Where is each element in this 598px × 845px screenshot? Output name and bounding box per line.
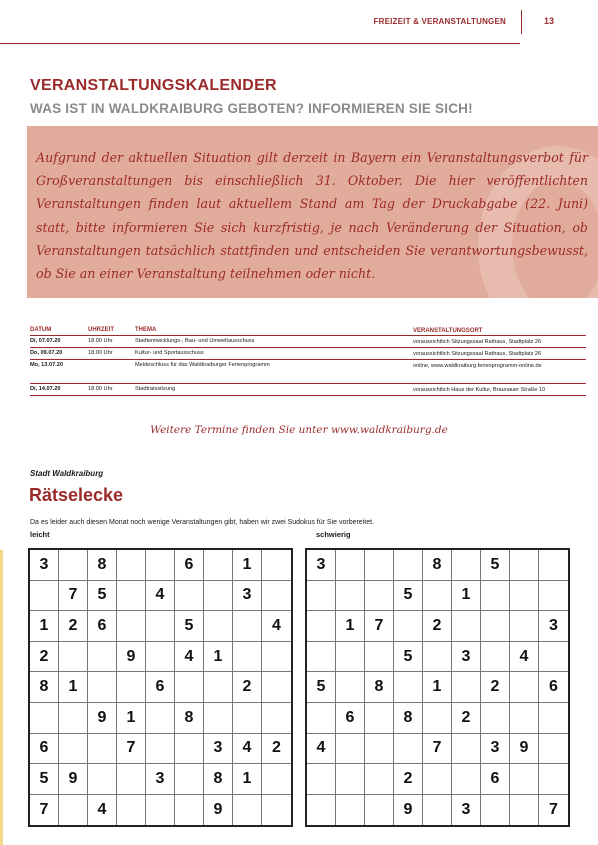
sudoku-cell[interactable]: [539, 764, 568, 795]
sudoku-cell[interactable]: [452, 764, 481, 795]
sudoku-cell[interactable]: 6: [481, 764, 510, 795]
sudoku-cell[interactable]: 4: [88, 795, 117, 826]
sudoku-cell[interactable]: 8: [365, 672, 394, 703]
sudoku-cell[interactable]: [175, 764, 204, 795]
sudoku-cell[interactable]: [452, 550, 481, 581]
sudoku-cell[interactable]: [539, 550, 568, 581]
sudoku-cell[interactable]: [175, 734, 204, 765]
sudoku-cell[interactable]: 2: [233, 672, 262, 703]
sudoku-cell[interactable]: 2: [481, 672, 510, 703]
sudoku-cell[interactable]: 8: [204, 764, 233, 795]
sudoku-cell[interactable]: 8: [30, 672, 59, 703]
column-topic: THEMA: [135, 327, 157, 333]
sudoku-cell[interactable]: [307, 764, 336, 795]
sudoku-cell[interactable]: [510, 795, 539, 826]
sudoku-cell[interactable]: 3: [452, 642, 481, 673]
sudoku-cell[interactable]: [117, 611, 146, 642]
sudoku-cell[interactable]: [336, 642, 365, 673]
sudoku-cell[interactable]: 9: [59, 764, 88, 795]
hard-label: schwierig: [316, 530, 351, 539]
city-label: Stadt Waldkraiburg: [30, 469, 104, 478]
sudoku-cell[interactable]: 9: [204, 795, 233, 826]
sudoku-cell[interactable]: 2: [262, 734, 291, 765]
notice-box: [27, 126, 598, 298]
header-divider: [521, 10, 522, 34]
sudoku-cell[interactable]: [510, 581, 539, 612]
sudoku-cell[interactable]: 1: [117, 703, 146, 734]
sudoku-cell[interactable]: [510, 764, 539, 795]
sudoku-cell[interactable]: [336, 795, 365, 826]
sudoku-cell[interactable]: 4: [175, 642, 204, 673]
sudoku-cell[interactable]: 8: [394, 703, 423, 734]
sudoku-cell[interactable]: [59, 703, 88, 734]
sudoku-cell[interactable]: 2: [394, 764, 423, 795]
sudoku-cell[interactable]: 5: [175, 611, 204, 642]
sudoku-cell[interactable]: 2: [452, 703, 481, 734]
sudoku-cell[interactable]: [262, 764, 291, 795]
sudoku-cell[interactable]: [423, 642, 452, 673]
sudoku-cell[interactable]: [59, 642, 88, 673]
sudoku-cell[interactable]: 5: [394, 642, 423, 673]
sudoku-cell[interactable]: [117, 795, 146, 826]
event-date: Di, 07.07.20: [30, 338, 61, 344]
sudoku-cell[interactable]: [307, 703, 336, 734]
sudoku-cell[interactable]: 6: [175, 550, 204, 581]
sudoku-cell[interactable]: [146, 611, 175, 642]
sudoku-cell[interactable]: [175, 795, 204, 826]
sudoku-cell[interactable]: [423, 764, 452, 795]
column-place: VERANSTALTUNGSORT: [413, 328, 483, 334]
page-number: 13: [544, 16, 555, 26]
sudoku-cell[interactable]: [510, 672, 539, 703]
event-place: voraussichtlich Sitzungssaal Rathaus, Stadtplatz 26: [413, 351, 542, 357]
sudoku-cell[interactable]: 9: [117, 642, 146, 673]
sudoku-cell[interactable]: [539, 642, 568, 673]
sudoku-cell[interactable]: [336, 672, 365, 703]
sudoku-cell[interactable]: [262, 581, 291, 612]
sudoku-cell[interactable]: 2: [59, 611, 88, 642]
sudoku-cell[interactable]: [365, 550, 394, 581]
sudoku-cell[interactable]: [539, 734, 568, 765]
sudoku-cell[interactable]: [481, 581, 510, 612]
sudoku-cell[interactable]: [262, 795, 291, 826]
event-time: 18.00 Uhr: [88, 386, 113, 392]
page-edge-tab: [0, 550, 3, 845]
sudoku-cell[interactable]: 3: [452, 795, 481, 826]
sudoku-cell[interactable]: [146, 734, 175, 765]
sudoku-cell[interactable]: 8: [423, 550, 452, 581]
header-rule: [0, 43, 520, 44]
column-time: UHRZEIT: [88, 327, 114, 333]
sudoku-cell[interactable]: [481, 642, 510, 673]
sudoku-cell[interactable]: [365, 642, 394, 673]
page-header: [0, 0, 598, 44]
sudoku-cell[interactable]: 6: [336, 703, 365, 734]
easy-label: leicht: [30, 530, 50, 539]
sudoku-cell[interactable]: 4: [233, 734, 262, 765]
sudoku-cell[interactable]: [307, 581, 336, 612]
event-place: voraussichtlich Sitzungssaal Rathaus, Stadtplatz 26: [413, 339, 542, 345]
puzzle-intro: Da es leider auch diesen Monat noch wenige Veranstaltungen gibt, haben wir zwei Sudokus für Sie vorbereitet.: [30, 519, 374, 526]
event-topic: Meldeschluss für das Waldkraiburger Ferienprogramm: [135, 362, 270, 368]
sudoku-cell[interactable]: [88, 642, 117, 673]
sudoku-cell[interactable]: [204, 703, 233, 734]
sudoku-cell[interactable]: [452, 611, 481, 642]
sudoku-cell[interactable]: [146, 703, 175, 734]
sudoku-cell[interactable]: [146, 642, 175, 673]
sudoku-cell[interactable]: [262, 550, 291, 581]
sudoku-cell[interactable]: [204, 611, 233, 642]
event-place: voraussichtlich Haus der Kultur, Braunauer Straße 10: [413, 387, 546, 393]
sudoku-cell[interactable]: [262, 672, 291, 703]
sudoku-cell[interactable]: [59, 795, 88, 826]
sudoku-cell[interactable]: [30, 703, 59, 734]
sudoku-cell[interactable]: [262, 703, 291, 734]
event-date: Do, 09.07.20: [30, 350, 63, 356]
sudoku-cell[interactable]: [117, 550, 146, 581]
event-date: Di, 14.07.20: [30, 386, 61, 392]
sudoku-cell[interactable]: [365, 764, 394, 795]
sudoku-cell[interactable]: [365, 734, 394, 765]
sudoku-cell[interactable]: [307, 795, 336, 826]
events-table: [30, 325, 586, 396]
sudoku-cell[interactable]: [233, 642, 262, 673]
sudoku-cell[interactable]: 5: [394, 581, 423, 612]
sudoku-hard: [305, 548, 570, 827]
sudoku-cell[interactable]: [394, 672, 423, 703]
sudoku-cell[interactable]: 8: [175, 703, 204, 734]
sudoku-cell[interactable]: 5: [307, 672, 336, 703]
sudoku-cell[interactable]: [204, 581, 233, 612]
more-events-link[interactable]: Weitere Termine finden Sie unter www.waldkraiburg.de: [150, 424, 448, 436]
sudoku-cell[interactable]: 7: [30, 795, 59, 826]
sudoku-cell[interactable]: 9: [88, 703, 117, 734]
sudoku-cell[interactable]: 3: [146, 764, 175, 795]
sudoku-easy: [28, 548, 293, 827]
sudoku-cell[interactable]: 1: [233, 764, 262, 795]
sudoku-cell[interactable]: 7: [549, 801, 558, 819]
sudoku-cell[interactable]: [510, 703, 539, 734]
sudoku-cell[interactable]: [59, 550, 88, 581]
sudoku-cell[interactable]: 3: [539, 611, 568, 642]
sudoku-cell[interactable]: 8: [88, 550, 117, 581]
event-place: online, www.waldkraiburg.ferienprogramm-online.de: [413, 363, 542, 369]
sudoku-cell[interactable]: [539, 581, 568, 612]
sudoku-cell[interactable]: [423, 795, 452, 826]
sudoku-cell[interactable]: [394, 550, 423, 581]
column-date: DATUM: [30, 327, 52, 333]
sudoku-cell[interactable]: [510, 550, 539, 581]
sudoku-cell[interactable]: [423, 581, 452, 612]
sudoku-cell[interactable]: [146, 550, 175, 581]
sudoku-cell[interactable]: [262, 642, 291, 673]
sudoku-cell[interactable]: 2: [30, 642, 59, 673]
calendar-title: VERANSTALTUNGSKALENDER: [30, 77, 277, 94]
sudoku-cell[interactable]: 7: [117, 734, 146, 765]
sudoku-cell[interactable]: 4: [262, 611, 291, 642]
sudoku-cell[interactable]: [365, 795, 394, 826]
sudoku-cell[interactable]: 3: [233, 581, 262, 612]
sudoku-cell[interactable]: 4: [307, 734, 336, 765]
sudoku-cell[interactable]: 6: [30, 734, 59, 765]
sudoku-cell[interactable]: [365, 703, 394, 734]
events-table-header: [30, 325, 586, 336]
sudoku-cell[interactable]: [117, 764, 146, 795]
sudoku-cell[interactable]: [481, 611, 510, 642]
sudoku-cell[interactable]: 6: [146, 672, 175, 703]
sudoku-cell[interactable]: 3: [30, 550, 59, 581]
event-topic: Stadtratssitzung: [135, 386, 176, 392]
sudoku-cell[interactable]: [394, 611, 423, 642]
sudoku-cell[interactable]: [204, 672, 233, 703]
sudoku-cell[interactable]: 7: [59, 581, 88, 612]
event-time: 18.00 Uhr: [88, 338, 113, 344]
sudoku-cell[interactable]: [307, 611, 336, 642]
sudoku-cell[interactable]: [336, 764, 365, 795]
sudoku-cell[interactable]: 1: [452, 581, 481, 612]
sudoku-cell[interactable]: [452, 672, 481, 703]
sudoku-cell[interactable]: 1: [233, 550, 262, 581]
sudoku-cell[interactable]: [307, 642, 336, 673]
sudoku-cell[interactable]: 9: [510, 734, 539, 765]
sudoku-cell[interactable]: 7: [423, 734, 452, 765]
sudoku-cell[interactable]: [88, 672, 117, 703]
sudoku-cell[interactable]: [365, 581, 394, 612]
sudoku-cell[interactable]: [233, 795, 262, 826]
sudoku-cell[interactable]: 3: [481, 734, 510, 765]
event-time: 18.00 Uhr: [88, 350, 113, 356]
sudoku-cell[interactable]: 5: [481, 550, 510, 581]
sudoku-cell[interactable]: [146, 795, 175, 826]
sudoku-cell[interactable]: [539, 703, 568, 734]
sudoku-cell[interactable]: [117, 581, 146, 612]
sudoku-cell[interactable]: 3: [307, 550, 336, 581]
table-row: [30, 384, 586, 396]
notice-text: Aufgrund der aktuellen Situation gilt derzeit in Bayern ein Veranstaltungsverbot für Großveranstaltungen bis einschließlich 31. Oktober. Die hier veröffentlichten Veranstaltungen finden laut aktuellem Stand am Tag der Druckabgabe (22. Juni) statt, bitte informieren Sie sich kurzfristig, je nach Veränderung der Situation, ob Veranstaltungen tatsächlich stattfinden und entscheiden Sie verantwortungsbewusst, ob Sie an einer Veranstaltung teilnehmen oder nicht.: [36, 150, 588, 282]
sudoku-cell[interactable]: 1: [423, 672, 452, 703]
sudoku-cell[interactable]: [233, 611, 262, 642]
calendar-subtitle: WAS IST IN WALDKRAIBURG GEBOTEN? INFORMIEREN SIE SICH!: [30, 101, 473, 116]
sudoku-cell[interactable]: 6: [88, 611, 117, 642]
event-topic: Stadtentwicklungs-, Bau- und Umweltausschuss: [135, 338, 255, 344]
sudoku-cell[interactable]: [423, 703, 452, 734]
sudoku-cell[interactable]: 4: [510, 642, 539, 673]
sudoku-cell[interactable]: [510, 611, 539, 642]
sudoku-cell[interactable]: [117, 672, 146, 703]
sudoku-cell[interactable]: [336, 734, 365, 765]
table-row: [30, 360, 586, 384]
table-row: [30, 348, 586, 360]
sudoku-cell[interactable]: 7: [365, 611, 394, 642]
sudoku-cell[interactable]: [175, 672, 204, 703]
sudoku-cell[interactable]: 6: [539, 672, 568, 703]
table-row: [30, 336, 586, 348]
section-title: FREIZEIT & VERANSTALTUNGEN: [373, 17, 506, 26]
sudoku-cell[interactable]: [175, 581, 204, 612]
sudoku-cell[interactable]: [481, 795, 510, 826]
sudoku-cell[interactable]: [88, 764, 117, 795]
sudoku-cell[interactable]: [30, 581, 59, 612]
event-topic: Kultur- und Sportausschuss: [135, 350, 204, 356]
sudoku-cell[interactable]: [233, 703, 262, 734]
sudoku-cell[interactable]: 4: [146, 581, 175, 612]
sudoku-cell[interactable]: 3: [204, 734, 233, 765]
sudoku-cell[interactable]: 5: [88, 581, 117, 612]
sudoku-cell[interactable]: 1: [336, 611, 365, 642]
event-date: Mo, 13.07.20: [30, 362, 63, 368]
puzzle-title: Rätselecke: [29, 485, 124, 505]
sudoku-cell[interactable]: 9: [394, 795, 423, 826]
sudoku-cell[interactable]: [452, 734, 481, 765]
sudoku-cell[interactable]: 2: [423, 611, 452, 642]
sudoku-cell[interactable]: [394, 734, 423, 765]
sudoku-cell[interactable]: [336, 581, 365, 612]
sudoku-cell[interactable]: [59, 734, 88, 765]
sudoku-cell[interactable]: 1: [59, 672, 88, 703]
sudoku-cell[interactable]: 5: [30, 764, 59, 795]
sudoku-cell[interactable]: 1: [30, 611, 59, 642]
sudoku-cell[interactable]: [336, 550, 365, 581]
sudoku-cell[interactable]: [88, 734, 117, 765]
sudoku-cell[interactable]: 1: [204, 642, 233, 673]
sudoku-cell[interactable]: [204, 550, 233, 581]
sudoku-cell[interactable]: [481, 703, 510, 734]
